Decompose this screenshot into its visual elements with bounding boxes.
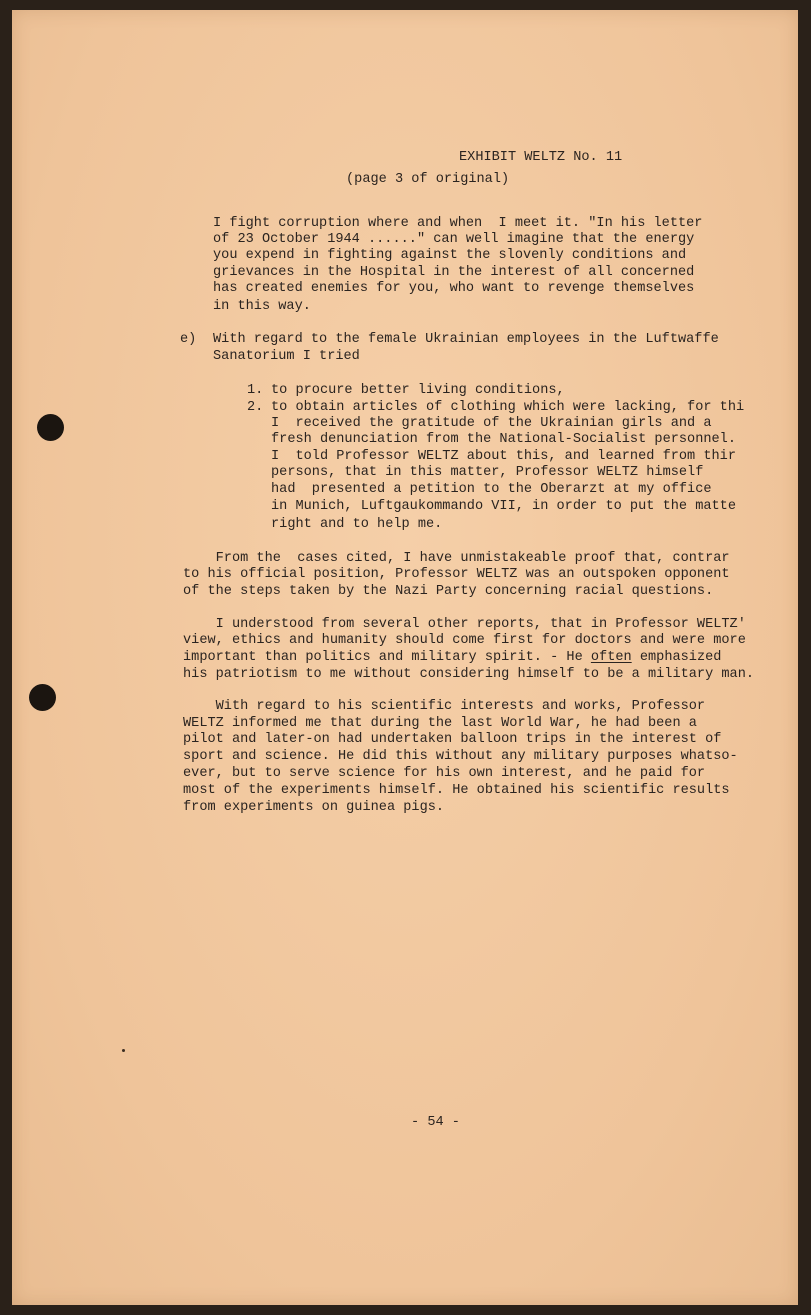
text-line: view, ethics and humanity should come first for doctors and were more bbox=[183, 633, 746, 648]
text-segment: emphasized bbox=[631, 650, 722, 665]
text-line: I fight corruption where and when I meet it. "In his letter bbox=[213, 216, 703, 231]
list-marker: e) bbox=[180, 332, 197, 347]
page-reference: (page 3 of original) bbox=[346, 172, 510, 187]
text-line: in this way. bbox=[213, 299, 311, 314]
text-line: With regard to his scientific interests and works, Professor bbox=[183, 699, 706, 714]
text-line: has created enemies for you, who want to revenge themselves bbox=[213, 281, 695, 296]
punch-hole-top bbox=[37, 414, 64, 441]
exhibit-header: EXHIBIT WELTZ No. 11 bbox=[459, 150, 623, 165]
text-line: WELTZ informed me that during the last World War, he had been a bbox=[183, 716, 697, 731]
text-line: most of the experiments himself. He obtained his scientific results bbox=[183, 783, 730, 798]
text-line: right and to help me. bbox=[271, 517, 443, 532]
text-line: had presented a petition to the Oberarzt at my office bbox=[271, 482, 712, 497]
text-line: you expend in fighting against the slovenly conditions and bbox=[213, 248, 687, 263]
list-marker: 1. bbox=[247, 383, 264, 398]
text-line: pilot and later-on had undertaken balloon trips in the interest of bbox=[183, 732, 722, 747]
text-line: I understood from several other reports, that in Professor WELTZ' bbox=[183, 617, 746, 632]
text-line: to his official position, Professor WELTZ was an outspoken opponent bbox=[183, 567, 730, 582]
text-line: his patriotism to me without considering himself to be a military man. bbox=[183, 667, 755, 682]
text-line-with-underline bbox=[183, 650, 721, 666]
punch-hole-bottom bbox=[29, 684, 56, 711]
text-line: ever, but to serve science for his own interest, and he paid for bbox=[183, 766, 706, 781]
text-line: I received the gratitude of the Ukrainian girls and a bbox=[271, 416, 712, 431]
text-line: to obtain articles of clothing which were lacking, for thi bbox=[271, 400, 745, 415]
text-line: With regard to the female Ukrainian employees in the Luftwaffe bbox=[213, 332, 719, 347]
underlined-word: often bbox=[590, 650, 632, 665]
text-line: in Munich, Luftgaukommando VII, in order to put the matte bbox=[271, 499, 736, 514]
list-marker: 2. bbox=[247, 400, 264, 415]
text-line: Sanatorium I tried bbox=[213, 349, 360, 364]
text-line: grievances in the Hospital in the interest of all concerned bbox=[213, 265, 695, 280]
text-line: I told Professor WELTZ about this, and learned from thir bbox=[271, 449, 736, 464]
text-line: sport and science. He did this without any military purposes whatso- bbox=[183, 749, 738, 764]
text-line: fresh denunciation from the National-Socialist personnel. bbox=[271, 432, 736, 447]
text-segment: important than politics and military spirit. - He bbox=[183, 650, 591, 665]
text-line: of 23 October 1944 ......" can well imagine that the energy bbox=[213, 232, 695, 247]
paper-speck bbox=[122, 1049, 125, 1052]
text-line: persons, that in this matter, Professor WELTZ himself bbox=[271, 465, 704, 480]
text-line: From the cases cited, I have unmistakeable proof that, contrar bbox=[183, 551, 730, 566]
page-number: - 54 - bbox=[411, 1115, 460, 1130]
text-line: of the steps taken by the Nazi Party concerning racial questions. bbox=[183, 584, 714, 599]
text-line: to procure better living conditions, bbox=[271, 383, 565, 398]
text-line: from experiments on guinea pigs. bbox=[183, 800, 445, 815]
